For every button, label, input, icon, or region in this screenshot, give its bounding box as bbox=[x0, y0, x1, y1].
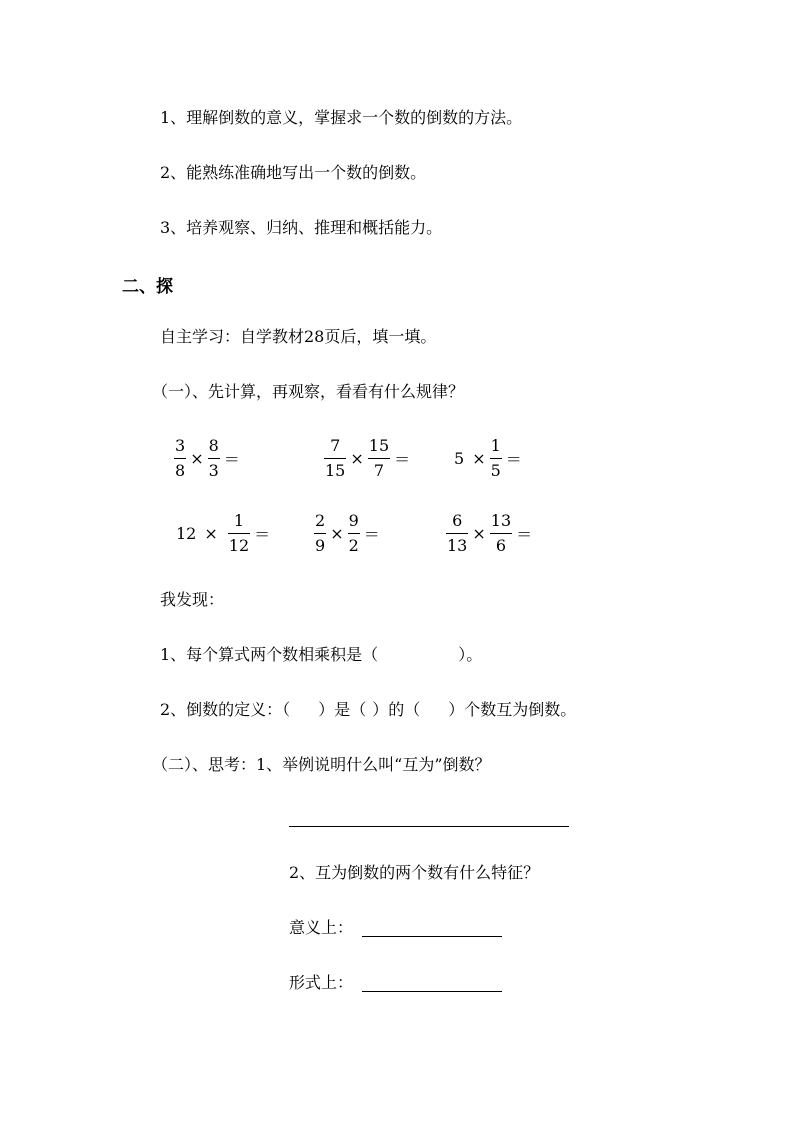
denominator: 2 bbox=[348, 535, 359, 555]
expression-3 bbox=[454, 433, 524, 483]
numerator: 9 bbox=[348, 510, 359, 530]
denominator: 6 bbox=[495, 535, 507, 555]
expression-1 bbox=[172, 433, 242, 483]
finding-2 bbox=[160, 700, 576, 720]
fraction bbox=[368, 436, 390, 481]
times-sign: × bbox=[350, 448, 364, 468]
equals-sign: ＝ bbox=[254, 524, 271, 544]
expression-6 bbox=[444, 508, 534, 558]
meaning-label: 意义上： bbox=[289, 918, 354, 937]
numerator: 3 bbox=[175, 435, 186, 455]
part1-title: （一）、先计算，再观察，看看有什么规律？ bbox=[152, 382, 465, 401]
denominator: 3 bbox=[208, 460, 219, 480]
times-sign: × bbox=[204, 523, 218, 543]
whole-number: 5 bbox=[454, 448, 465, 468]
numerator: 7 bbox=[330, 435, 341, 455]
fraction bbox=[446, 511, 468, 556]
numerator: 8 bbox=[208, 435, 219, 455]
form-label: 形式上： bbox=[289, 973, 354, 992]
fraction bbox=[490, 511, 512, 556]
section-heading: 二、探 bbox=[122, 277, 173, 297]
expression-5 bbox=[312, 508, 382, 558]
fraction bbox=[174, 436, 186, 481]
times-sign: × bbox=[472, 523, 486, 543]
part2-title: （二）、思考：1、举例说明什么叫“互为”倒数？ bbox=[152, 755, 491, 774]
self-study-instruction: 自主学习：自学教材28页后，填一填。 bbox=[160, 327, 437, 346]
objective-2: 2、能熟练准确地写出一个数的倒数。 bbox=[160, 163, 427, 182]
definition-text: 2、倒数的定义：（ bbox=[160, 700, 291, 719]
meaning-answer-line[interactable] bbox=[362, 936, 502, 937]
definition-text: ）的（ bbox=[372, 700, 421, 719]
form-answer-line[interactable] bbox=[362, 991, 502, 992]
expression-4 bbox=[176, 508, 272, 558]
finding-1-suffix: ）。 bbox=[458, 645, 483, 664]
expression-2 bbox=[322, 433, 412, 483]
equals-sign: ＝ bbox=[394, 449, 411, 469]
fraction bbox=[348, 511, 360, 556]
equals-sign: ＝ bbox=[505, 449, 522, 469]
fraction bbox=[314, 511, 326, 556]
denominator: 5 bbox=[490, 460, 501, 480]
denominator: 7 bbox=[373, 460, 385, 480]
numerator: 1 bbox=[233, 510, 245, 530]
question-2: 2、互为倒数的两个数有什么特征？ bbox=[289, 863, 540, 882]
finding-1-text: 1、每个算式两个数相乘积是（ bbox=[160, 645, 379, 664]
answer-line[interactable] bbox=[289, 826, 569, 827]
numerator: 15 bbox=[368, 435, 390, 455]
denominator: 13 bbox=[447, 535, 468, 555]
definition-text: ）是（ bbox=[318, 700, 367, 719]
equals-sign: ＝ bbox=[516, 524, 533, 544]
denominator: 12 bbox=[228, 535, 250, 555]
denominator: 15 bbox=[325, 460, 346, 480]
numerator: 13 bbox=[490, 510, 512, 530]
whole-number: 12 bbox=[176, 523, 197, 543]
times-sign: × bbox=[330, 523, 344, 543]
objective-1: 1、理解倒数的意义，掌握求一个数的倒数的方法。 bbox=[160, 108, 523, 127]
denominator: 9 bbox=[315, 535, 326, 555]
numerator: 6 bbox=[452, 510, 463, 530]
equals-sign: ＝ bbox=[363, 524, 380, 544]
numerator: 1 bbox=[490, 435, 501, 455]
i-found-label: 我发现： bbox=[160, 590, 225, 609]
fraction bbox=[324, 436, 346, 481]
numerator: 2 bbox=[315, 510, 326, 530]
fraction bbox=[208, 436, 220, 481]
equals-sign: ＝ bbox=[223, 449, 240, 469]
denominator: 8 bbox=[175, 460, 186, 480]
fraction bbox=[490, 436, 502, 481]
times-sign: × bbox=[190, 448, 204, 468]
finding-1 bbox=[160, 645, 482, 665]
definition-text: ）个数互为倒数。 bbox=[448, 700, 577, 719]
objective-3: 3、培养观察、归纳、推理和概括能力。 bbox=[160, 218, 443, 237]
times-sign: × bbox=[472, 448, 486, 468]
fraction bbox=[228, 511, 250, 556]
